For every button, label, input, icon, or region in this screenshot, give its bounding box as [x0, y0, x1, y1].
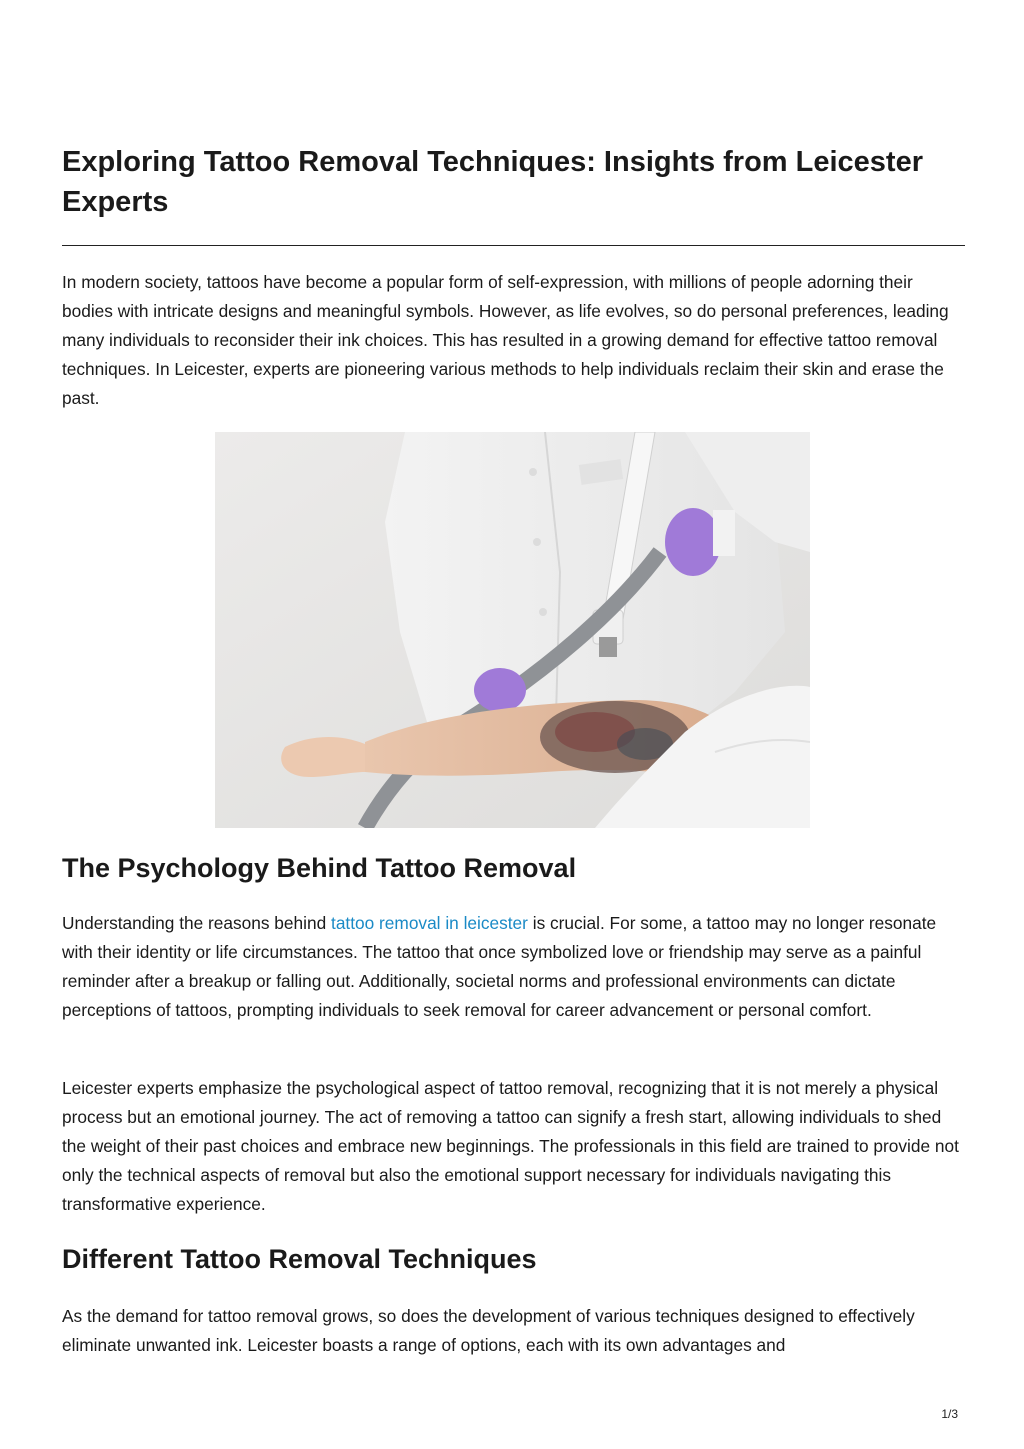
page-number: 1/3	[941, 1407, 958, 1421]
title-divider	[62, 245, 965, 246]
intro-paragraph: In modern society, tattoos have become a popular form of self-expression, with millions of people adorning their bodies with intricate designs and meaningful symbols. However, as life evolves, so do personal preferences, leading many individuals to reconsider their ink choices. This has resulted in a growing demand for effective tattoo removal techniques. In Leicester, experts are pioneering various methods to help individuals reclaim their skin and erase the past.	[62, 272, 949, 408]
paragraph-text: is crucial. For some, a tattoo may no longer resonate with their identity or life circumstances. The tattoo that once symbolized love or friendship may serve as a painful reminder after a breakup or falling out. Additionally, societal norms and professional environments can dictate perceptions of tattoos, prompting individuals to seek removal for career advancement or personal comfort.	[62, 913, 937, 1020]
techniques-paragraph-1: As the demand for tattoo removal grows, so does the development of various techniques designed to effectively eliminate unwanted ink. Leicester boasts a range of options, each with its own advantages and	[62, 1306, 915, 1355]
tattoo-removal-leicester-link[interactable]: tattoo removal in leicester	[331, 913, 528, 933]
section-heading-techniques: Different Tattoo Removal Techniques	[62, 1244, 537, 1274]
psychology-paragraph-2: Leicester experts emphasize the psychological aspect of tattoo removal, recognizing that it is not merely a physical process but an emotional journey. The act of removing a tattoo can signify a fresh start, allowing individuals to shed the weight of their past choices and embrace new beginnings. The professionals in this field are trained to provide not only the technical aspects of removal but also the emotional support necessary for individuals navigating this transformative experience.	[62, 1078, 959, 1214]
paragraph-text: Understanding the reasons behind	[62, 913, 332, 933]
psychology-paragraph-1	[62, 909, 965, 1025]
article-title: Exploring Tattoo Removal Techniques: Insights from Leicester Experts	[62, 146, 924, 218]
section-heading-psychology: The Psychology Behind Tattoo Removal	[62, 853, 577, 883]
tattoo-removal-photo	[215, 432, 810, 828]
